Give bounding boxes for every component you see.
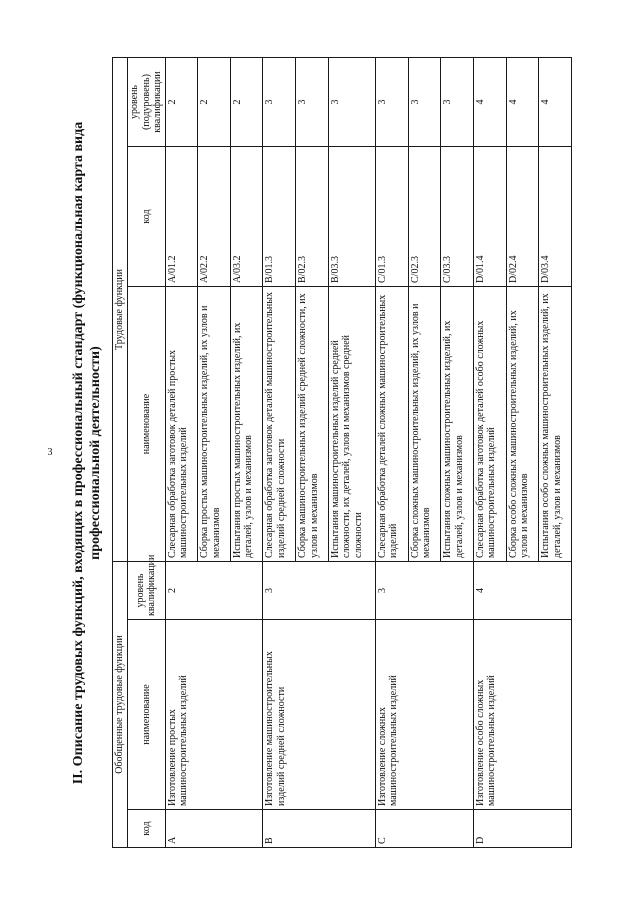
col-tf-name: наименование [128,287,166,562]
group-name: Изготовление машиностроительных изделий средней сложности [263,620,375,810]
heading-line-1: II. Описание трудовых функций, входящих в профессиональный стандарт (функциональная карта вида [71,121,86,785]
group-level: 3 [375,562,473,620]
function-name: Сборка особо сложных машиностроительных изделий, их узлов и механизмов [506,287,539,562]
page-number: 3 [47,447,53,458]
table-row [375,58,408,848]
function-name: Сборка сложных машиностроительных изделий, их узлов и механизмов [408,287,441,562]
table-row [263,58,296,848]
function-name: Слесарная обработка заготовок деталей особо сложных машиностроительных изделий [473,287,506,562]
col-gen-name: наименование [128,620,166,810]
group-code: A [165,810,263,848]
function-name: Слесарная обработка заготовок деталей машиностроительных изделий средней сложности [263,287,296,562]
function-name: Сборка машиностроительных изделий средней сложности, их узлов и механизмов [296,287,329,562]
heading-line-2: профессиональной деятельности) [88,346,103,560]
function-level: 4 [506,58,539,147]
function-level: 3 [408,58,441,147]
functional-map-table [112,57,572,848]
function-code: A/02.2 [198,147,231,287]
function-code: A/03.2 [230,147,263,287]
function-name: Испытания простых машиностроительных изделий, их деталей, узлов и механизмов [230,287,263,562]
function-level: 3 [375,58,408,147]
group-level: 2 [165,562,263,620]
group-name: Изготовление простых машиностроительных изделий [165,620,263,810]
generalized-functions-header: Обобщенные трудовые функции [113,562,128,848]
function-code: C/01.3 [375,147,408,287]
table-row [473,58,506,848]
group-name: Изготовление сложных машиностроительных изделий [375,620,473,810]
function-name: Испытания сложных машиностроительных изделий, их деталей, узлов и механизмов [441,287,474,562]
function-name: Испытания машиностроительных изделий средней сложности, их деталей, узлов и механизмов средней сложности [328,287,375,562]
table-row [165,58,198,848]
section-heading [70,58,114,848]
function-code: D/01.4 [473,147,506,287]
function-level: 2 [198,58,231,147]
function-level: 2 [165,58,198,147]
function-level: 3 [441,58,474,147]
labor-functions-header: Трудовые функции [113,58,128,562]
group-code: D [473,810,571,848]
group-header-row [113,58,128,848]
function-code: A/01.2 [165,147,198,287]
function-level: 4 [539,58,572,147]
function-level: 3 [296,58,329,147]
rotated-page-content [70,58,588,848]
group-name: Изготовление особо сложных машиностроительных изделий [473,620,571,810]
function-name: Испытания особо сложных машиностроительных изделий, их деталей, узлов и механизмов [539,287,572,562]
function-code: C/02.3 [408,147,441,287]
group-code: B [263,810,375,848]
group-level: 4 [473,562,571,620]
function-level: 2 [230,58,263,147]
function-code: D/02.4 [506,147,539,287]
column-header-row [128,58,166,848]
function-code: C/03.3 [441,147,474,287]
function-code: B/01.3 [263,147,296,287]
function-name: Слесарная обработка деталей сложных машиностроительных изделий [375,287,408,562]
function-name: Сборка простых машиностроительных изделий, их узлов и механизмов [198,287,231,562]
function-level: 3 [328,58,375,147]
function-code: D/03.4 [539,147,572,287]
col-tf-code: код [128,147,166,287]
group-code: C [375,810,473,848]
col-gen-level: уровень квалификации [128,562,166,620]
function-level: 4 [473,58,506,147]
group-level: 3 [263,562,375,620]
function-code: B/02.3 [296,147,329,287]
function-name: Слесарная обработка заготовок деталей простых машиностроительных изделий [165,287,198,562]
col-tf-level: уровень (подуровень) квалификации [128,58,166,147]
col-gen-code: код [128,810,166,848]
function-level: 3 [263,58,296,147]
function-code: B/03.3 [328,147,375,287]
